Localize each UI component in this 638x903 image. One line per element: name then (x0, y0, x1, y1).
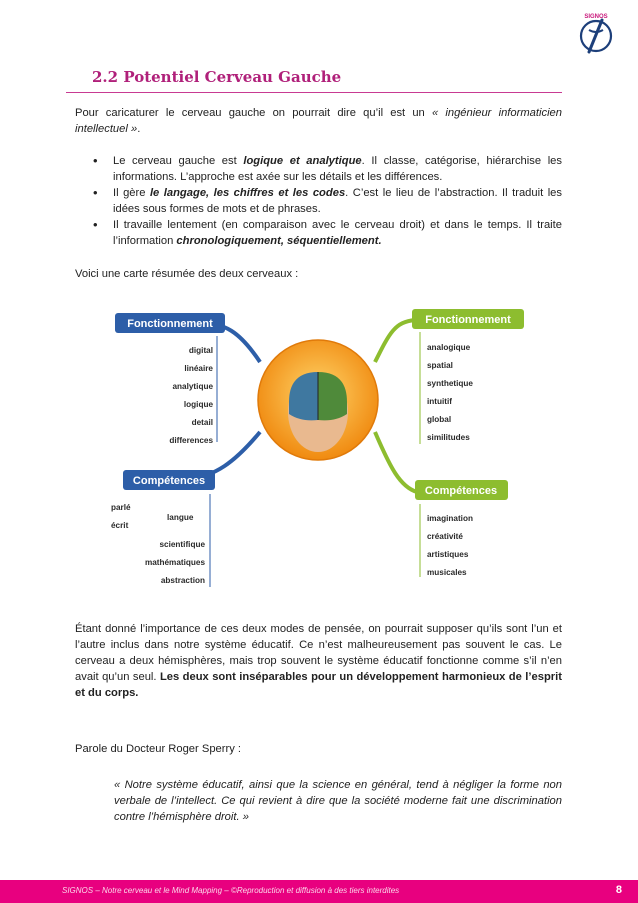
map-intro: Voici une carte résumée des deux cerveaux : (75, 268, 299, 280)
map-label: similitudes (427, 433, 470, 442)
left-top-title: Fonctionnement (127, 318, 213, 330)
map-label: abstraction (160, 576, 205, 585)
section-heading: 2.2 Potentiel Cerveau Gauche (92, 68, 342, 86)
map-label: mathématiques (144, 558, 205, 567)
brain-icon (288, 372, 348, 452)
footer-text: SIGNOS – Notre cerveau et le Mind Mapping – ©Reproduction et diffusion à des tiers interdites (62, 886, 400, 895)
footer-bar (0, 880, 638, 903)
map-label: differences (169, 436, 213, 445)
map-label: digital (188, 346, 213, 355)
map-label: detail (191, 418, 213, 427)
map-label: scientifique (159, 540, 205, 549)
bullet-item: • Le cerveau gauche est logique et analytique. Il classe, catégorise, hiérarchise les informations. L’approche est axée sur les détails et les différences. (93, 153, 562, 185)
paragraph-two: Étant donné l’importance de ces deux modes de pensée, on pourrait supposer qu’ils sont l’un et l’autre inclus dans notre système éducatif. Ce n’est malheureusement pas souvent le cas. Le cerveau a deux hémisphères, mais trop souvent le système éducatif fonctionne comme s’il n’en avait qu’un seul. Les deux sont inséparables pour un développement harmonieux de l’esprit et du corps. (75, 623, 562, 699)
signos-logo-icon (575, 10, 617, 56)
map-label: artistiques (427, 550, 469, 559)
intro-paragraph: Pour caricaturer le cerveau gauche on pourrait dire qu’il est un « ingénieur informaticien intellectuel ». (75, 107, 562, 135)
bullet-list (93, 153, 562, 249)
map-label: logique (183, 400, 213, 409)
bullet-item: • Il gère le langage, les chiffres et les codes. C’est le lieu de l’abstraction. Il traduit les idées sous formes de mots et de phrases. (93, 185, 562, 217)
map-label: spatial (427, 361, 453, 370)
map-label: créativité (427, 532, 463, 541)
branch-right-top (375, 320, 415, 362)
map-label: linéaire (184, 364, 213, 373)
page-number: 8 (615, 884, 622, 896)
sperry-quote: « Notre système éducatif, ainsi que la science en général, tend à négliger la forme non verbale de l’intellect. Ce qui revient à dire que la société moderne fait une discrimination contre l’hémisphère droit. » (114, 779, 562, 823)
branch-right-bottom (375, 432, 417, 492)
map-label: synthetique (427, 379, 473, 388)
map-label: écrit (111, 521, 129, 530)
mind-map (75, 292, 562, 605)
map-label: musicales (427, 568, 467, 577)
map-label: langue (167, 513, 194, 522)
logo-text: SIGNOS (584, 14, 608, 20)
heading-rule (66, 92, 562, 93)
map-label: parlé (111, 503, 131, 512)
right-bottom-title: Compétences (424, 485, 498, 497)
map-label: intuitif (427, 397, 453, 406)
map-label: imagination (427, 514, 473, 523)
map-label: global (427, 415, 452, 424)
speaker-line: Parole du Docteur Roger Sperry : (75, 743, 242, 755)
map-label: analytique (172, 382, 213, 391)
right-top-title: Fonctionnement (425, 314, 511, 326)
bullet-item: • Il travaille lentement (en comparaison avec le cerveau droit) et dans le temps. Il traite l’information chronologiquement, séquentiellement. (93, 217, 562, 249)
map-label: analogique (427, 343, 471, 352)
left-bottom-title: Compétences (132, 475, 206, 487)
